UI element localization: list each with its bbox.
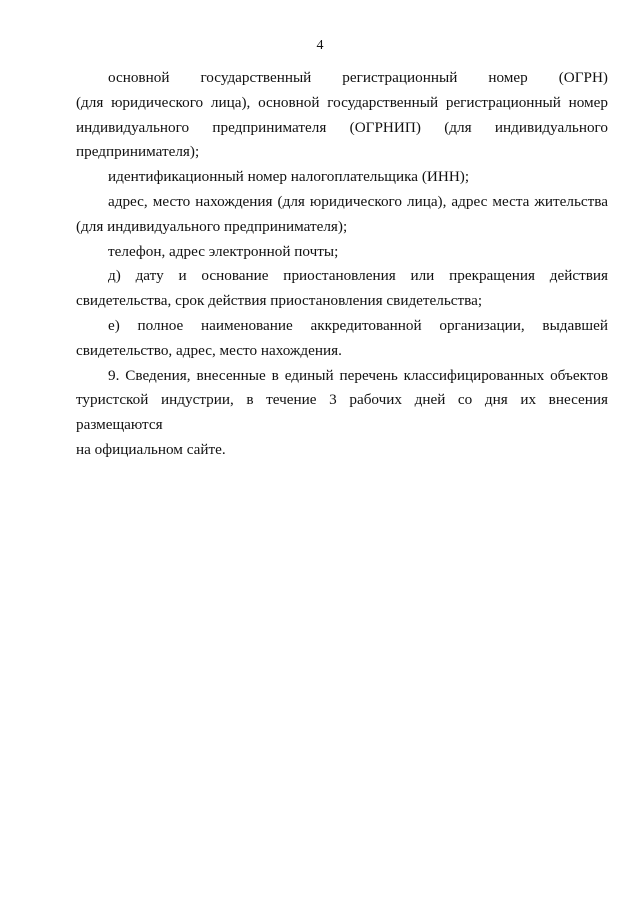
paragraph-phone [76, 240, 608, 265]
paragraph-inn [76, 165, 608, 190]
paragraph-section-9 [76, 364, 608, 463]
paragraph-address [76, 190, 608, 240]
paragraph-item-d [76, 264, 608, 314]
text-line: д) дату и основание приостановления или прекращения действия [108, 267, 608, 285]
text-line: телефон, адрес электронной почты; [108, 242, 339, 260]
text-line: индивидуального предпринимателя (ОГРНИП) (для индивидуального [76, 118, 608, 136]
text-line: свидетельство, адрес, место нахождения. [76, 341, 342, 359]
text-line: на официальном сайте. [76, 440, 226, 458]
text-line: туристской индустрии, в течение 3 рабочих дней со дня их внесения размещаются [76, 391, 608, 434]
text-line: (для юридического лица), основной государственный регистрационный номер [76, 93, 608, 111]
text-line: идентификационный номер налогоплательщика (ИНН); [108, 168, 470, 186]
document-body [76, 66, 608, 463]
text-line: е) полное наименование аккредитованной организации, выдавшей [108, 316, 608, 334]
text-line: (для индивидуального предпринимателя); [76, 217, 348, 235]
page-number: 4 [316, 38, 324, 53]
text-line: 9. Сведения, внесенные в единый перечень классифицированных объектов [108, 366, 608, 384]
text-line: свидетельства, срок действия приостановления свидетельства; [76, 292, 483, 310]
text-line: предпринимателя); [76, 143, 200, 161]
text-line: адрес, место нахождения (для юридического лица), адрес места жительства [108, 192, 608, 210]
paragraph-ogrn [76, 66, 608, 165]
text-line: основной государственный регистрационный номер (ОГРН) [108, 69, 608, 86]
paragraph-item-e [76, 314, 608, 364]
